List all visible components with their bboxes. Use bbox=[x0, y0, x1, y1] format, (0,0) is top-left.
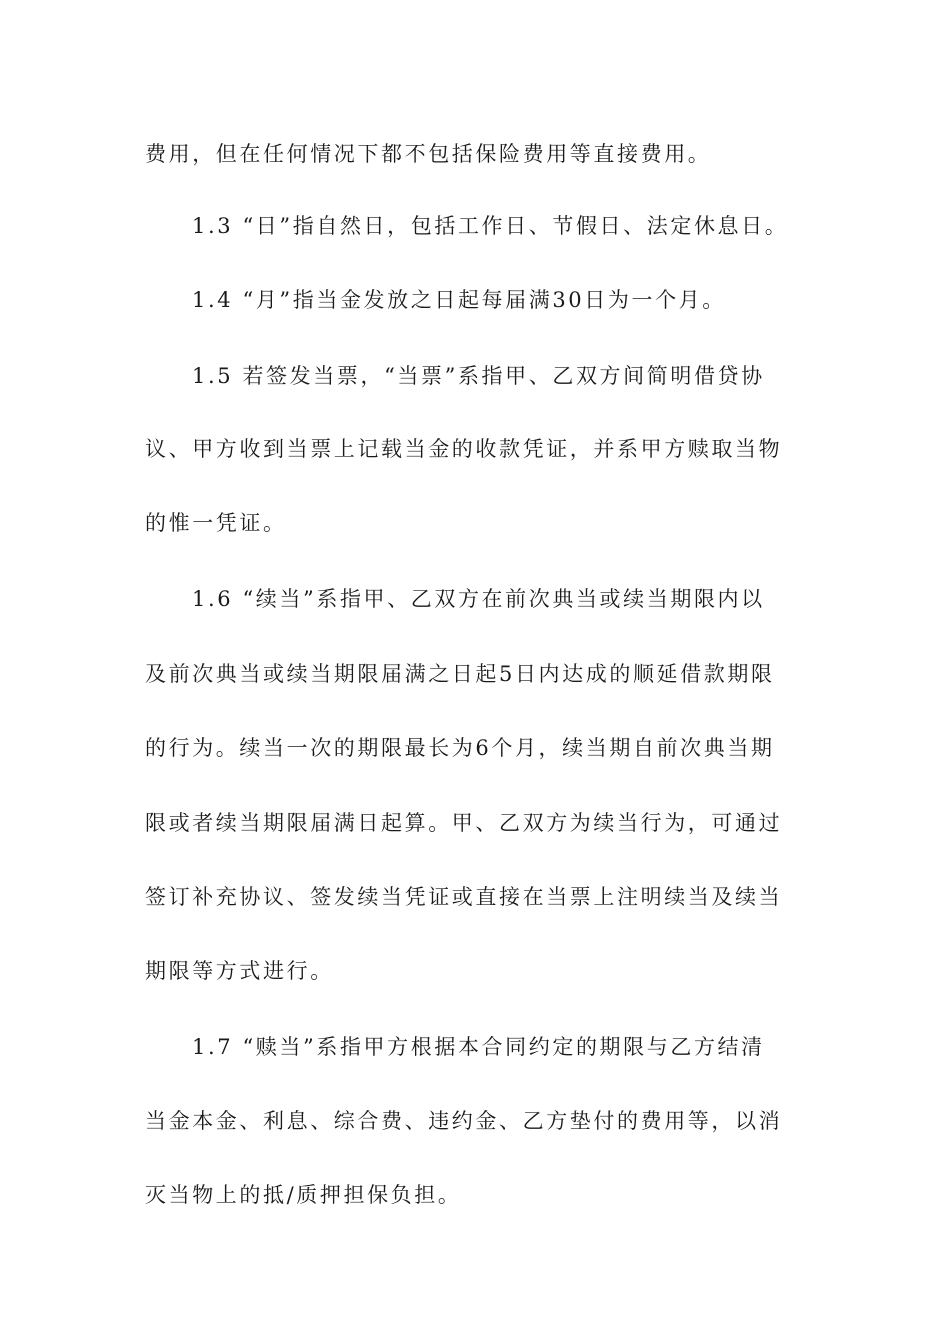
clause-1-6: 1.6 “续当”系指甲、乙双方在前次典当或续当期限内以 bbox=[192, 587, 765, 611]
text-line: 及前次典当或续当期限届满之日起5日内达成的顺延借款期限 bbox=[145, 662, 775, 686]
clause-1-7: 1.7 “赎当”系指甲方根据本合同约定的期限与乙方结清 bbox=[192, 1035, 765, 1059]
clause-1-5: 1.5 若签发当票，“当票”系指甲、乙双方间简明借贷协 bbox=[192, 364, 765, 388]
text-line: 当金本金、利息、综合费、违约金、乙方垫付的费用等，以消 bbox=[145, 1109, 783, 1133]
text-line: 签订补充协议、签发续当凭证或直接在当票上注明续当及续当 bbox=[145, 885, 783, 909]
clause-1-3: 1.3 “日”指自然日，包括工作日、节假日、法定休息日。 bbox=[192, 214, 789, 238]
text-line: 限或者续当期限届满日起算。甲、乙双方为续当行为，可通过 bbox=[145, 811, 783, 835]
text-line: 的惟一凭证。 bbox=[145, 511, 287, 535]
text-line: 灭当物上的抵/质押担保负担。 bbox=[145, 1183, 462, 1207]
text-line: 费用，但在任何情况下都不包括保险费用等直接费用。 bbox=[145, 142, 712, 166]
clause-1-4: 1.4 “月”指当金发放之日起每届满30日为一个月。 bbox=[192, 288, 726, 312]
text-line: 的行为。续当一次的期限最长为6个月，续当期自前次典当期 bbox=[145, 736, 775, 760]
text-line: 议、甲方收到当票上记载当金的收款凭证，并系甲方赎取当物 bbox=[145, 437, 783, 461]
text-line: 期限等方式进行。 bbox=[145, 959, 334, 983]
